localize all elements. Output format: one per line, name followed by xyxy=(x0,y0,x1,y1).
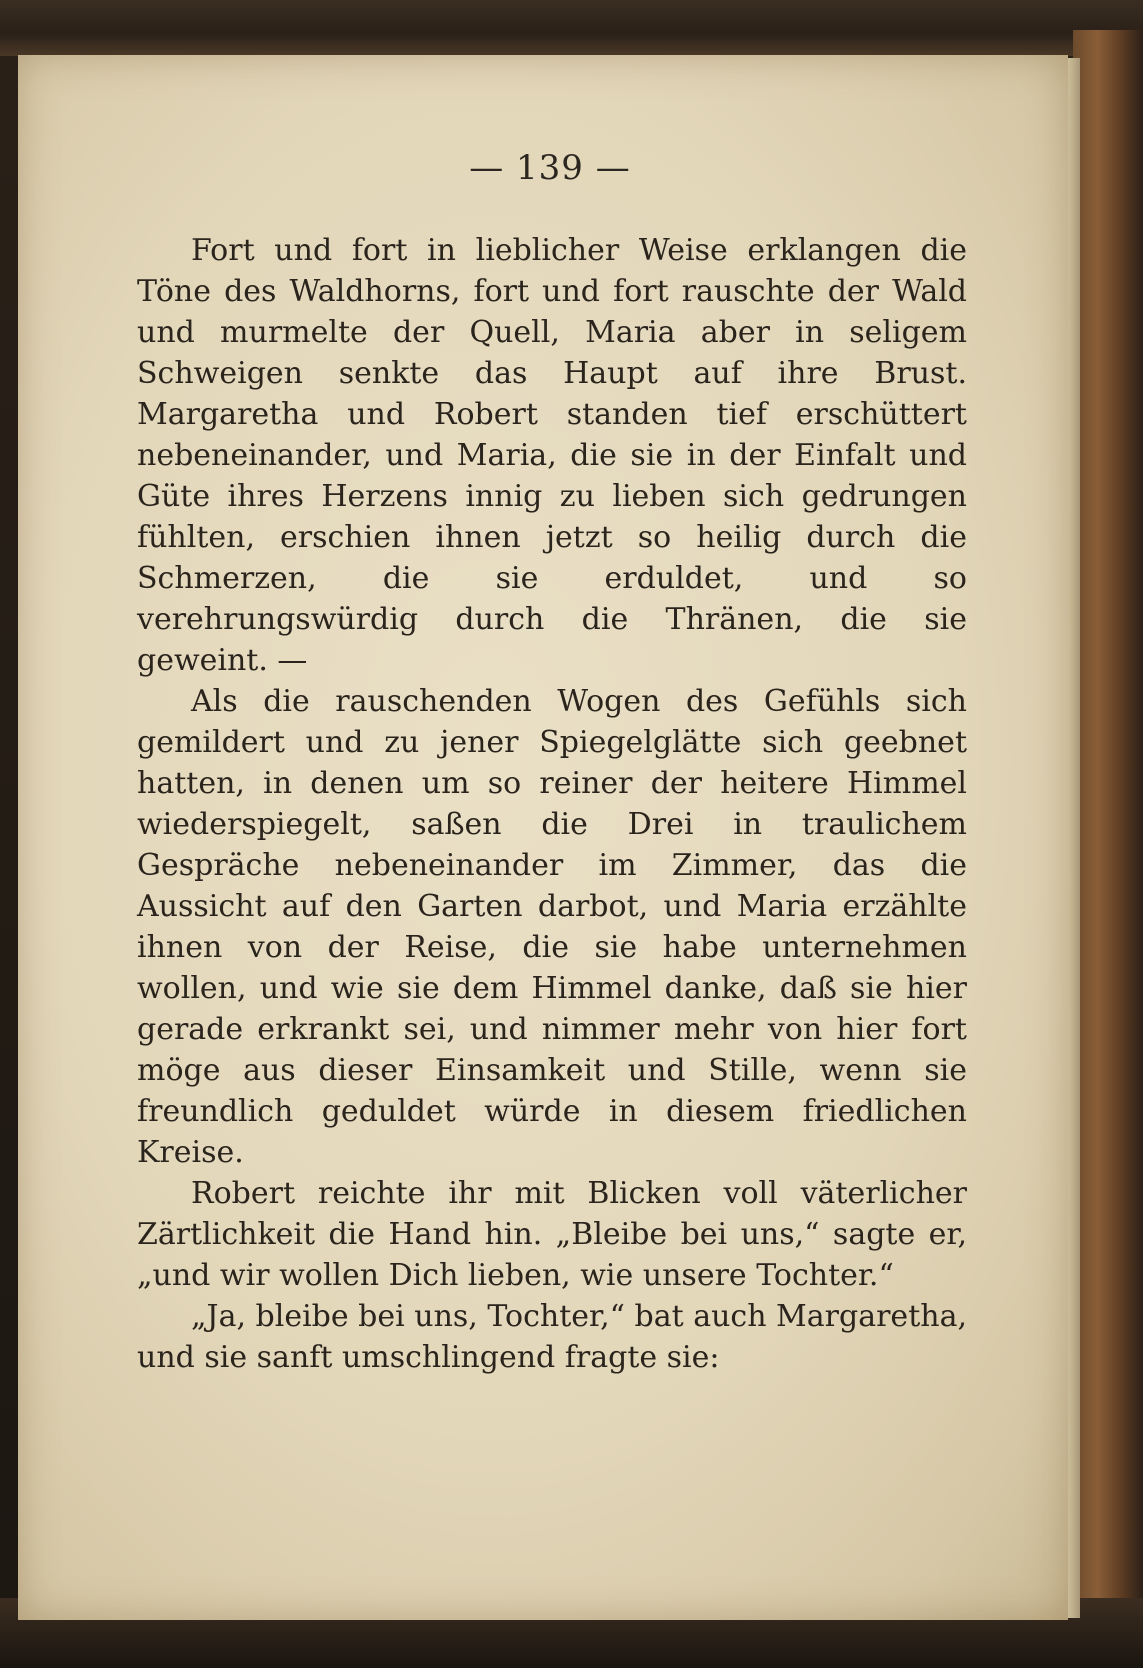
paragraph: Robert reichte ihr mit Blicken voll väterlicher Zärtlichkeit die Hand hin. „Bleibe bei uns,“ sagte er, „und wir wollen Dich lieben, wie unsere Tochter.“ xyxy=(137,1176,967,1293)
paragraph: Als die rauschenden Wogen des Gefühls sich gemildert und zu jener Spiegelglätte sich geebnet hatten, in denen um so reiner der heitere Himmel wiederspiegelt, saßen die Drei in traulichem Gespräche nebeneinander im Zimmer, das die Aussicht auf den Garten darbot, und Maria erzählte ihnen von der Reise, die sie habe unternehmen wollen, und wie sie dem Himmel danke, daß sie hier gerade erkrankt sei, und nimmer mehr von hier fort möge aus dieser Einsamkeit und Stille, wenn sie freundlich geduldet würde in diesem friedlichen Kreise. xyxy=(137,684,967,1170)
book-cover-top xyxy=(0,0,1143,56)
paragraph: Fort und fort in lieblicher Weise erklangen die Töne des Waldhorns, fort und fort rauschte der Wald und murmelte der Quell, Maria aber in seligem Schweigen senkte das Haupt auf ihre Brust. Margaretha und Robert standen tief erschüttert nebeneinander, und Maria, die sie in der Einfalt und Güte ihres Herzens innig zu lieben sich gedrungen fühlten, erschien ihnen jetzt so heilig durch die Schmerzen, die sie erduldet, und so verehrungswürdig durch die Thränen, die sie geweint. — xyxy=(137,233,967,678)
page-number: — 139 — xyxy=(469,148,631,188)
book-cover-right xyxy=(1073,30,1143,1640)
body-text xyxy=(137,230,967,1378)
paragraph: „Ja, bleibe bei uns, Tochter,“ bat auch Margaretha, und sie sanft umschlingend fragte sie: xyxy=(137,1299,967,1375)
